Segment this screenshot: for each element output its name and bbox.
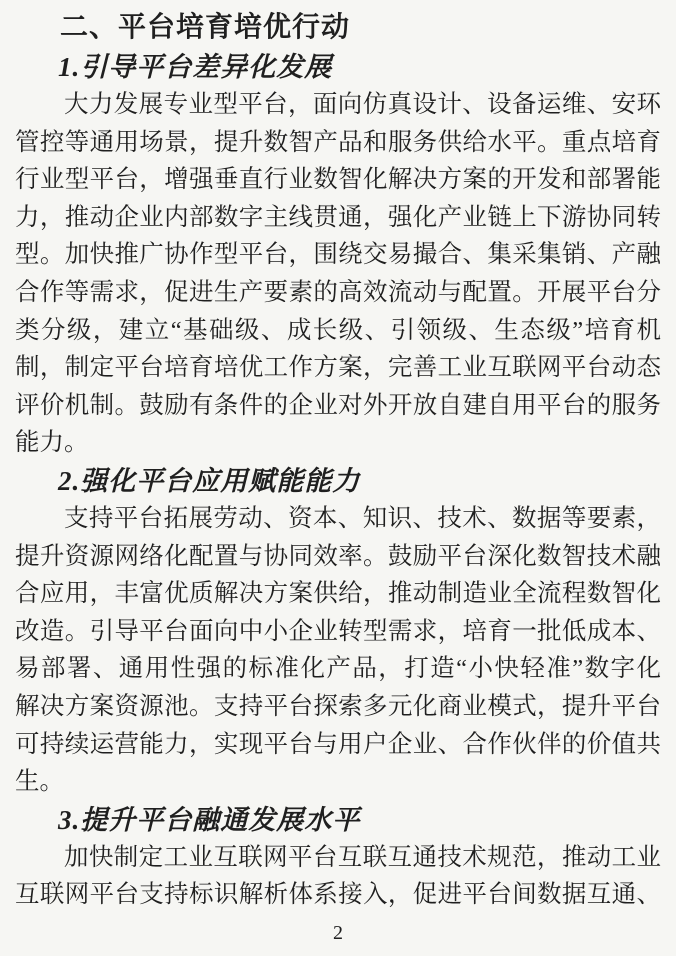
section-1-paragraph xyxy=(15,86,661,462)
section-3-paragraph xyxy=(15,839,661,914)
page-content xyxy=(15,6,661,914)
paragraph-line: 类分级，建立“基础级、成长级、引领级、生态级”培育机 xyxy=(15,316,661,344)
paragraph-line: 合应用，丰富优质解决方案供给，推动制造业全流程数智化 xyxy=(15,580,661,608)
page-number: 2 xyxy=(333,922,343,944)
paragraph-line: 大力发展专业型平台，面向仿真设计、设备运维、安环 xyxy=(64,91,661,118)
chapter-heading: 二、平台培育培优行动 xyxy=(60,11,351,42)
paragraph-line: 力，推动企业内部数字主线贯通，强化产业链上下游协同转 xyxy=(15,203,661,231)
paragraph-line: 合作等需求，促进生产要素的高效流动与配置。开展平台分 xyxy=(15,278,661,306)
paragraph-line: 支持平台拓展劳动、资本、知识、技术、数据等要素， xyxy=(64,504,661,532)
paragraph-line: 改造。引导平台面向中小企业转型需求，培育一批低成本、 xyxy=(15,617,661,645)
section-1 xyxy=(15,48,661,462)
section-2 xyxy=(15,462,661,801)
paragraph-line: 能力。 xyxy=(15,429,89,457)
section-3-heading: 3.提升平台融通发展水平 xyxy=(58,804,361,835)
section-3 xyxy=(15,801,661,914)
paragraph-line: 互联网平台支持标识解析体系接入，促进平台间数据互通、 xyxy=(15,881,661,909)
paragraph-line: 解决方案资源池。支持平台探索多元化商业模式，提升平台 xyxy=(15,692,661,720)
paragraph-line: 可持续运营能力，实现平台与用户企业、合作伙伴的价值共 xyxy=(15,730,661,758)
paragraph-line: 型。加快推广协作型平台，围绕交易撮合、集采集销、产融 xyxy=(15,241,661,269)
paragraph-line: 生。 xyxy=(15,768,64,796)
section-1-heading: 1.引导平台差异化发展 xyxy=(58,52,333,82)
paragraph-line: 行业型平台，增强垂直行业数智化解决方案的开发和部署能 xyxy=(15,166,661,194)
paragraph-line: 制，制定平台培育培优工作方案，完善工业互联网平台动态 xyxy=(15,354,661,382)
paragraph-line: 评价机制。鼓励有条件的企业对外开放自建自用平台的服务 xyxy=(15,391,661,419)
paragraph-line: 加快制定工业互联网平台互联互通技术规范，推动工业 xyxy=(64,843,661,871)
section-2-heading: 2.强化平台应用赋能能力 xyxy=(58,465,361,496)
section-2-paragraph xyxy=(15,500,661,801)
paragraph-line: 管控等通用场景，提升数智产品和服务供给水平。重点培育 xyxy=(15,128,661,156)
paragraph-line: 提升资源网络化配置与协同效率。鼓励平台深化数智技术融 xyxy=(15,542,661,570)
paragraph-line: 易部署、通用性强的标准化产品，打造“小快轻准”数字化 xyxy=(15,655,661,683)
